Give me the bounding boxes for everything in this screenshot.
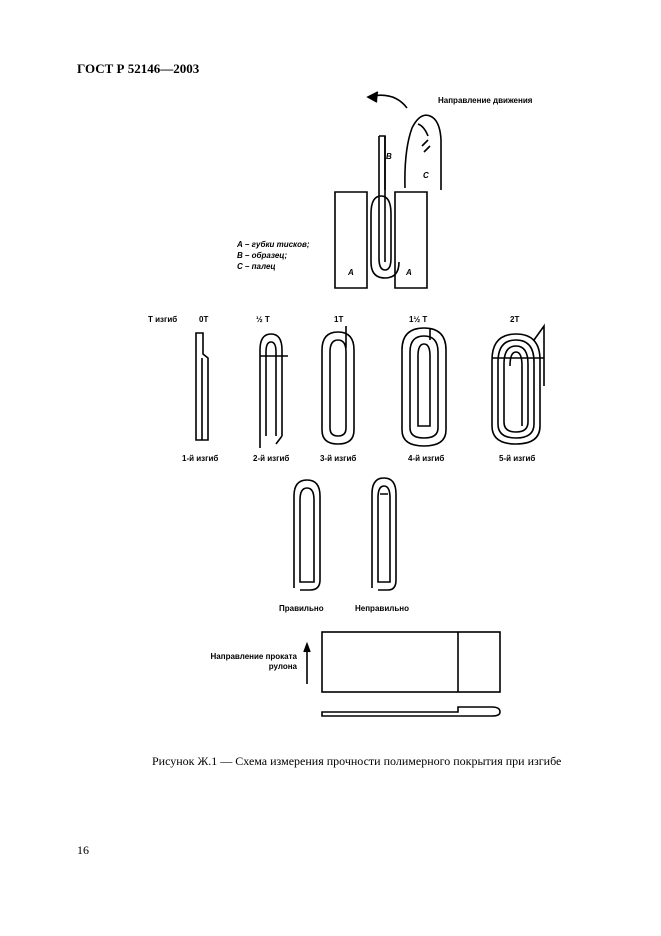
sample-tip [379,136,385,190]
bend-label-4: 4-й изгиб [408,454,445,463]
bend-label-5: 5-й изгиб [499,454,536,463]
finger-label: С [423,171,429,180]
bend-1t [322,326,354,444]
t-label-one-half: 1½ Т [409,315,428,324]
bend-correct [294,480,320,590]
t-label-half: ½ Т [256,315,270,324]
roll-fold-profile [322,707,500,716]
document-header: ГОСТ Р 52146—2003 [77,61,200,76]
bend-label-3: 3-й изгиб [320,454,357,463]
sample-label: В [386,152,392,161]
bend-2t [492,326,544,444]
bend-incorrect [372,478,396,590]
legend-sample: В – образец; [237,251,288,260]
bend-label-1: 1-й изгиб [182,454,219,463]
finger-nail [418,124,428,136]
page-number: 16 [77,843,89,857]
incorrect-label: Неправильно [355,604,409,613]
t-bend-row [196,326,544,448]
roll-direction-line1: Направление проката [210,652,297,661]
roll-direction-label [201,652,297,672]
jaw-label-right: А [406,268,412,277]
vise-legend [237,239,310,272]
roll-sheet [322,632,500,692]
motion-arrowhead [368,92,378,102]
t-label-1t: 1Т [334,315,344,324]
t-label-2t: 2Т [510,315,520,324]
roll-direction-line2: рулона [268,662,297,671]
t-bend-row-label: Т изгиб [148,315,178,324]
roll-diagram [304,632,500,716]
jaw-label-left: А [348,268,354,277]
roll-direction-arrowhead [304,644,310,652]
motion-direction-label: Направление движения [438,96,533,105]
bend-half-t [260,334,288,448]
legend-finger: С – палец [237,262,276,271]
finger-crease [422,140,430,152]
figure-caption: Рисунок Ж.1 — Схема измерения прочности полимерного покрытия при изгибе [152,754,562,768]
correct-label: Правильно [279,604,324,613]
bend-label-2: 2-й изгиб [253,454,290,463]
bend-0t [196,333,208,440]
legend-jaws: А – губки тисков; [237,240,310,249]
bend-one-half-t [402,328,446,446]
t-label-0t: 0Т [199,315,209,324]
vise-diagram [335,92,441,288]
check-row [294,478,396,590]
